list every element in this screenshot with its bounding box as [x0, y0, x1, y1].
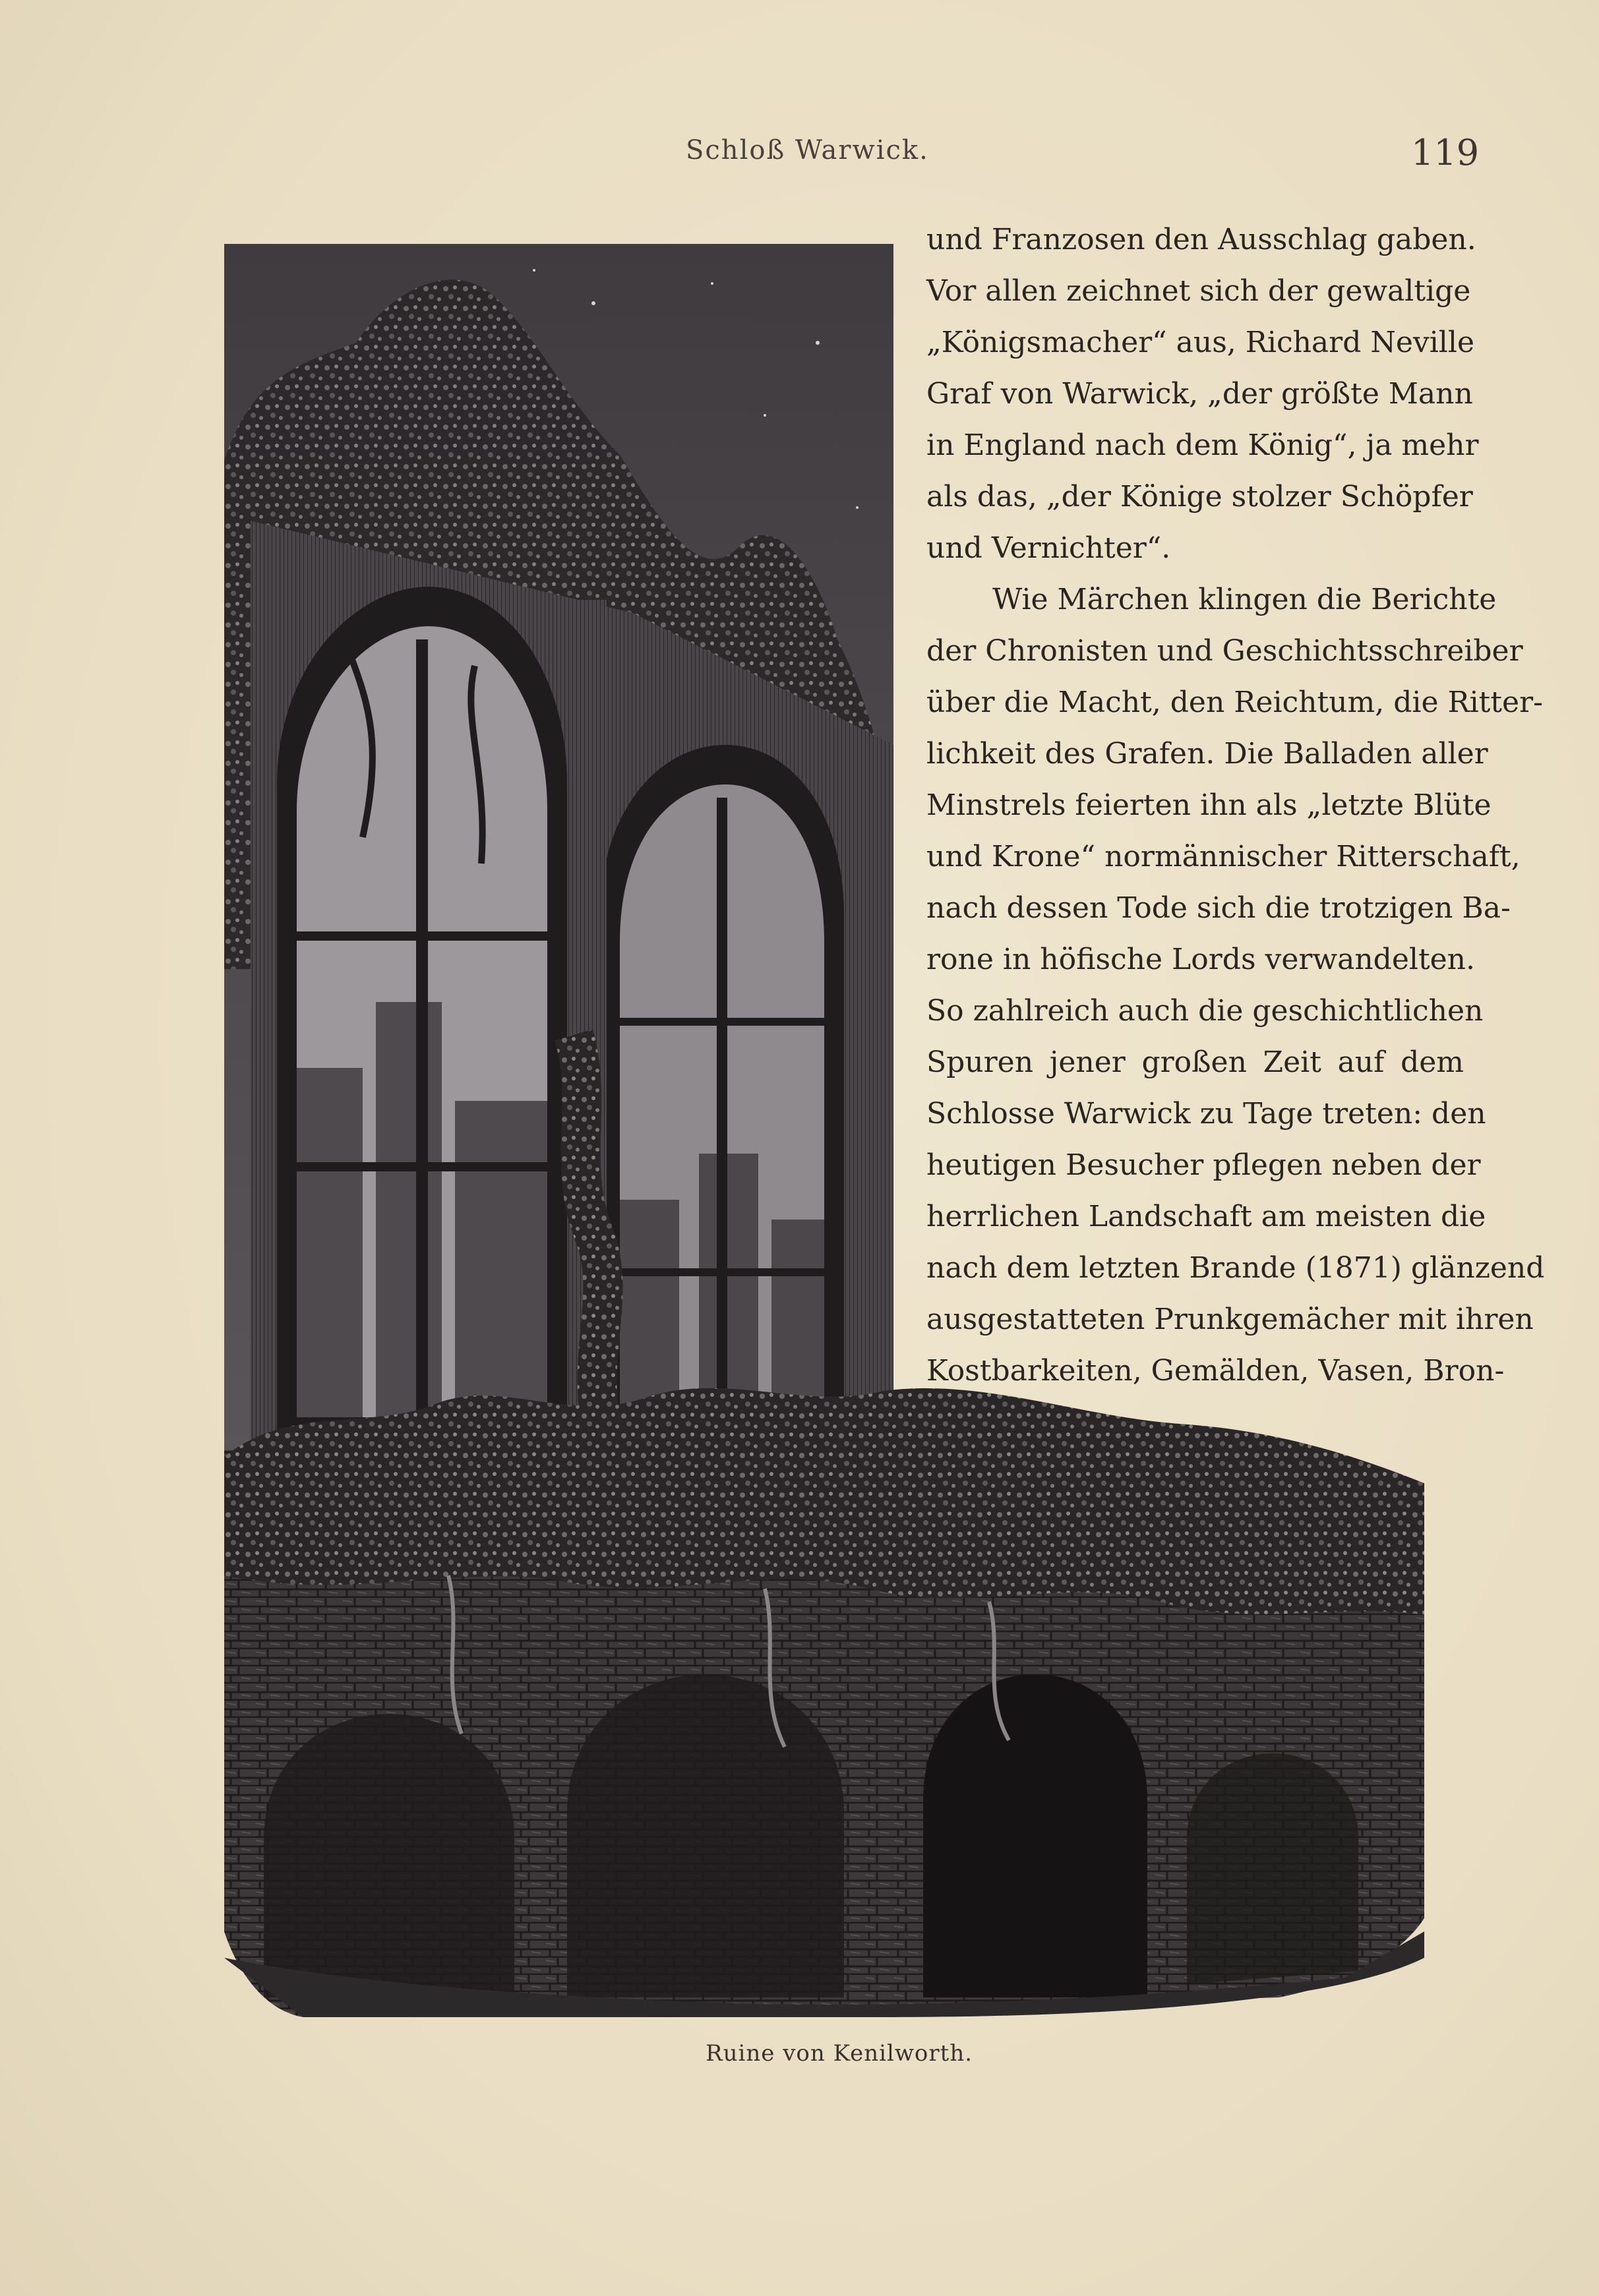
illustration-caption: Ruine von Kenilworth. — [706, 2040, 973, 2067]
text-line: rone in höfische Lords verwandelten. — [926, 943, 1476, 976]
text-line: in England nach dem König“, ja mehr — [926, 428, 1479, 462]
text-line: als das, „der Könige stolzer Schöpfer — [926, 480, 1473, 514]
body-text-column — [926, 214, 1545, 1397]
text-line: und Vernichter“. — [926, 531, 1171, 565]
text-line: So zahlreich auch die geschichtlichen — [926, 994, 1484, 1028]
text-line: nach dessen Tode sich die trotzigen Ba- — [926, 891, 1511, 925]
text-line: lichkeit des Grafen. Die Balladen aller — [926, 737, 1488, 771]
text-line: Spuren jener großen Zeit auf dem — [926, 1045, 1464, 1079]
text-line: und Krone“ normännischer Ritterschaft, — [926, 840, 1521, 873]
text-line: Vor allen zeichnet sich der gewaltige — [926, 274, 1471, 308]
text-line: nach dem letzten Brande (1871) glänzend — [926, 1251, 1545, 1285]
text-line: Graf von Warwick, „der größte Mann — [926, 377, 1473, 411]
text-line: über die Macht, den Reichtum, die Ritter- — [926, 686, 1543, 719]
text-line: „Königsmacher“ aus, Richard Neville — [926, 326, 1474, 359]
text-line: Minstrels feierten ihn als „letzte Blüte — [926, 788, 1492, 822]
text-line: und Franzosen den Ausschlag gaben. — [926, 223, 1476, 256]
running-title: Schloß Warwick. — [686, 135, 929, 165]
text-line: Wie Märchen klingen die Berichte — [992, 583, 1497, 616]
text-line: ausgestatteten Prunkgemächer mit ihren — [926, 1303, 1534, 1336]
text-line: heutigen Besucher pflegen neben der — [926, 1148, 1481, 1182]
text-line: der Chronisten und Geschichtsschreiber — [926, 634, 1523, 668]
text-line: Kostbarkeiten, Gemälden, Vasen, Bron- — [926, 1354, 1505, 1388]
page-number: 119 — [1411, 132, 1480, 173]
text-line: Schlosse Warwick zu Tage treten: den — [926, 1097, 1486, 1131]
text-line: herrlichen Landschaft am meisten die — [926, 1200, 1486, 1233]
